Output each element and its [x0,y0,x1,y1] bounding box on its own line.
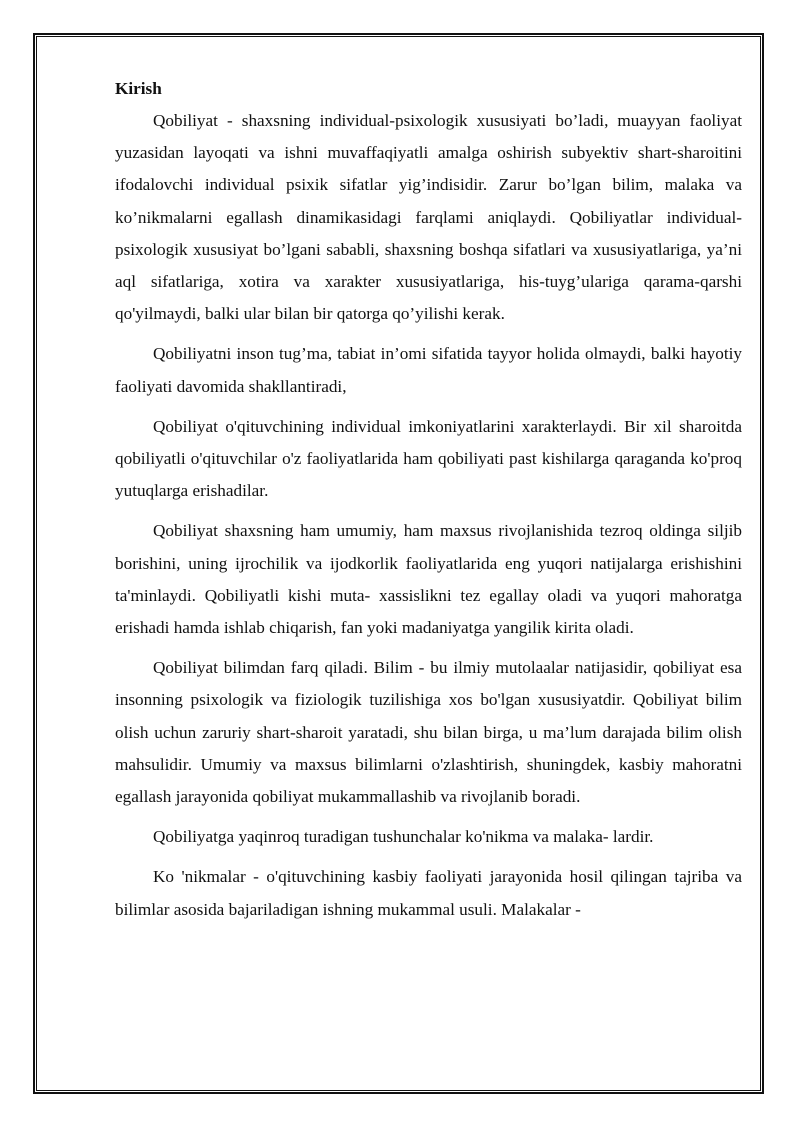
paragraph-innate: Qobiliyatni inson tug’ma, tabiat in’omi sifatida tayyor holida olmaydi, balki hayotiy faoliyati davomida shakllantiradi, [115,344,742,396]
paragraph-skills: Ko 'nikmalar - o'qituvchining kasbiy faoliyati jarayonida hosil qilingan tajriba va bilimlar asosida bajariladigan ishning mukammal usuli. Malakalar - [115,867,742,919]
paragraph-knowledge: Qobiliyat bilimdan farq qiladi. Bilim - bu ilmiy mutolaalar natijasidir, qobiliyat esa insonning psixologik va fiziologik tuzilishiga xos bo'lgan xususiyatdir. Qobiliyat bilim olish uchun zaruriy shart-sharoit yaratadi, shu bilan birga, u ma’lum darajada bilim olish mahsulidir. Umumiy va maxsus bilimlarni o'zlashtirish, shuningdek, kasbiy mahoratni egallash jarayonida qobiliyat mukammallashib va rivojlanib boradi. [115,658,742,807]
paragraph-development: Qobiliyat shaxsning ham umumiy, ham maxsus rivojlanishida tezroq oldinga siljib borishini, uning ijrochilik va ijodkorlik faoliyatlarida eng yuqori natijalarga erishishini ta'minlaydi. Qobiliyatli kishi muta- xassislikni tez egallay oladi va yuqori mahoratga erishadi hamda ishlab chiqarish, fan yoki madaniyatga yangilik kirita oladi. [115,521,742,638]
paragraph-teacher-abilities: Qobiliyat o'qituvchining individual imkoniyatlarini xarakterlaydi. Bir xil sharoitda qobiliyatli o'qituvchilar o'z faoliyatlarida ham qobiliyati past kishilarga qaraganda ko'proq yutuqlarga erishadilar. [115,416,742,501]
section-heading: Kirish [115,79,162,98]
document-body [115,73,742,926]
paragraph-related-concepts: Qobiliyatga yaqinroq turadigan tushunchalar ko'nikma va malaka- lardir. [153,827,654,847]
paragraph-definition: Qobiliyat - shaxsning individual-psixologik xususiyati bo’ladi, muayyan faoliyat yuzasidan layoqati va ishni muvaffaqiyatli amalga oshirish subyektiv shart-sharoitini ifodalovchi individual psixik sifatlar yig’indisidir. Zarur bo’lgan bilim, malaka va ko’nikmalarni egallash dinamikasidagi farqlami aniqlaydi. Qobiliyatlar individual-psixologik xususiyat bo’lgani sababli, shaxsning boshqa sifatlari va xususiyatlariga, ya’ni aql sifatlariga, xotira va xarakter xususiyatlariga, his-tuyg’ulariga qarama-qarshi qo'yilmaydi, balki ular bilan bir qatorga qo’yilishi kerak. [115,111,742,324]
